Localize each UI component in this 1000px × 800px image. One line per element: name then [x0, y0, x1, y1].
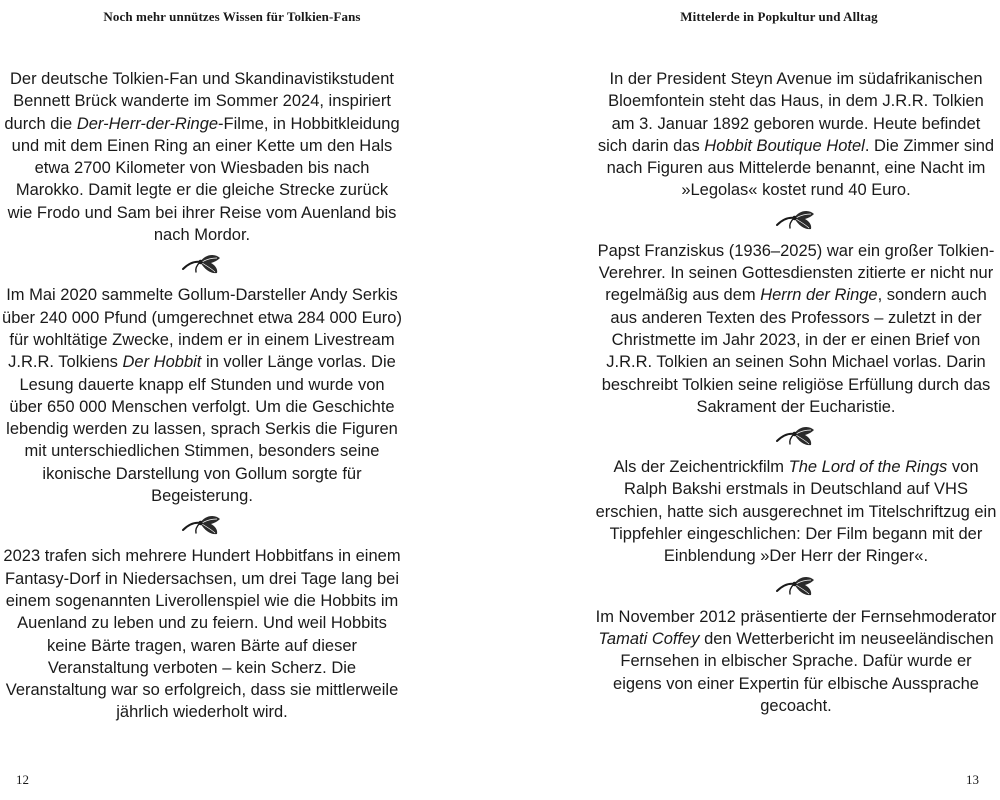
text-run: In der President Steyn Avenue im südafrikanischen Bloemfontein steht das Haus, in dem J.R.R. Tolkien am 3. Januar 1892 geboren wurde. Heute befindet sich darin das — [597, 70, 984, 155]
leaf-brooch-icon — [181, 513, 223, 539]
italic-title: Hobbit Boutique Hotel — [704, 136, 865, 155]
text-run: Im Mai 2020 sammelte Gollum-Darsteller Andy Serkis über 240 000 Pfund (umgerechnet etwa 284 000 Euro) für wohltätige Zwecke, indem er in einem Livestream J.R.R. Tolkiens — [2, 286, 402, 372]
text-run: in voller Länge vorlas. Die Lesung dauerte knapp elf Stunden und wurde von über 650 000 Menschen verfolgt. Um die Geschichte lebendig werden zu lassen, sprach Serkis die Figuren mit unterschiedlichen Stimmen, besonders seine ikonische Darstellung von Gollum sorgte für Begeisterung. — [6, 353, 398, 506]
italic-title: Der Hobbit — [122, 353, 202, 372]
leaf-brooch-icon — [775, 424, 817, 450]
ornament-divider — [595, 418, 997, 456]
trivia-paragraph — [2, 545, 402, 723]
italic-title: Tamati Coffey — [598, 629, 700, 648]
text-run: den Wetterbericht im neuseeländischen Fernsehen in elbischer Sprache. Dafür wurde er eigens von einer Expertin für elbische Aussprache gecoacht. — [613, 629, 994, 715]
running-head: Noch mehr unnützes Wissen für Tolkien-Fans — [103, 9, 361, 24]
italic-title: Herrn der Ringe — [760, 286, 878, 305]
text-run: Der deutsche Tolkien-Fan und Skandinavistikstudent Bennett Brück wanderte im Sommer 2024, inspiriert durch die — [4, 70, 394, 133]
right-page — [500, 0, 1000, 800]
trivia-paragraph — [2, 284, 402, 507]
trivia-paragraph — [2, 68, 402, 246]
trivia-paragraph — [595, 456, 997, 567]
text-run: Als der Zeichentrickfilm — [613, 458, 789, 477]
text-run: 2023 trafen sich mehrere Hundert Hobbitfans in einem Fantasy-Dorf in Niedersachsen, um drei Tage lang bei einem sogenannten Liverollenspiel wie die Hobbits im Auenland zu leben und zu feiern. Und weil Hobbits keine Bärte tragen, waren Bärte auf dieser Veranstaltung verboten – kein Scherz. Die Veranstaltung war so erfolgreich, dass sie mittlerweile jährlich wiederholt wird. — [3, 547, 401, 722]
leaf-brooch-icon — [775, 208, 817, 234]
page-number: 13 — [966, 772, 979, 787]
body-text — [595, 68, 997, 717]
text-run: , sondern auch aus anderen Texten des Professors – zuletzt in der Christmette im Jahr 2023, in der er einen Brief von J.R.R. Tolkien an seinen Sohn Michael vorlas. Darin beschreibt Tolkien seine religiöse Erfüllung durch das Sakrament der Eucharistie. — [601, 286, 991, 416]
ornament-divider — [595, 568, 997, 606]
italic-title: The Lord of the Rings — [788, 458, 948, 477]
ornament-divider — [595, 202, 997, 240]
running-head: Mittelerde in Popkultur und Alltag — [680, 9, 878, 24]
text-run: von Ralph Bakshi erstmals in Deutschland auf VHS erschien, hatte sich ausgerechnet im Titelschriftzug ein Tippfehler eingeschlichen: Der Film begann mit der Einblendung »Der Herr der Ringer«. — [595, 458, 997, 566]
ornament-divider — [2, 246, 402, 284]
trivia-paragraph — [595, 68, 997, 202]
page-number: 12 — [16, 772, 29, 787]
ornament-divider — [2, 507, 402, 545]
leaf-brooch-icon — [181, 252, 223, 278]
text-run: . Die Zimmer sind nach Figuren aus Mittelerde benannt, eine Nacht im »Legolas« kostet rund 40 Euro. — [606, 136, 995, 200]
trivia-paragraph — [595, 606, 997, 717]
text-run: Im November 2012 präsentierte der Fernsehmoderator — [595, 607, 997, 626]
body-text — [2, 68, 402, 724]
leaf-brooch-icon — [775, 574, 817, 600]
trivia-paragraph — [595, 240, 997, 418]
text-run: Papst Franziskus (1936–2025) war ein großer Tolkien-Verehrer. In seinen Gottesdiensten zitierte er nicht nur regelmäßig aus dem — [597, 241, 995, 305]
text-run: -Filme, in Hobbitkleidung und mit dem Einen Ring an einer Kette um den Hals etwa 2700 Kilometer von Wiesbaden bis nach Marokko. Damit legte er die gleiche Strecke zurück wie Frodo und Sam bei ihrer Reise vom Auenland bis nach Mordor. — [7, 114, 400, 245]
italic-title: Der-Herr-der-Ringe — [76, 114, 219, 133]
